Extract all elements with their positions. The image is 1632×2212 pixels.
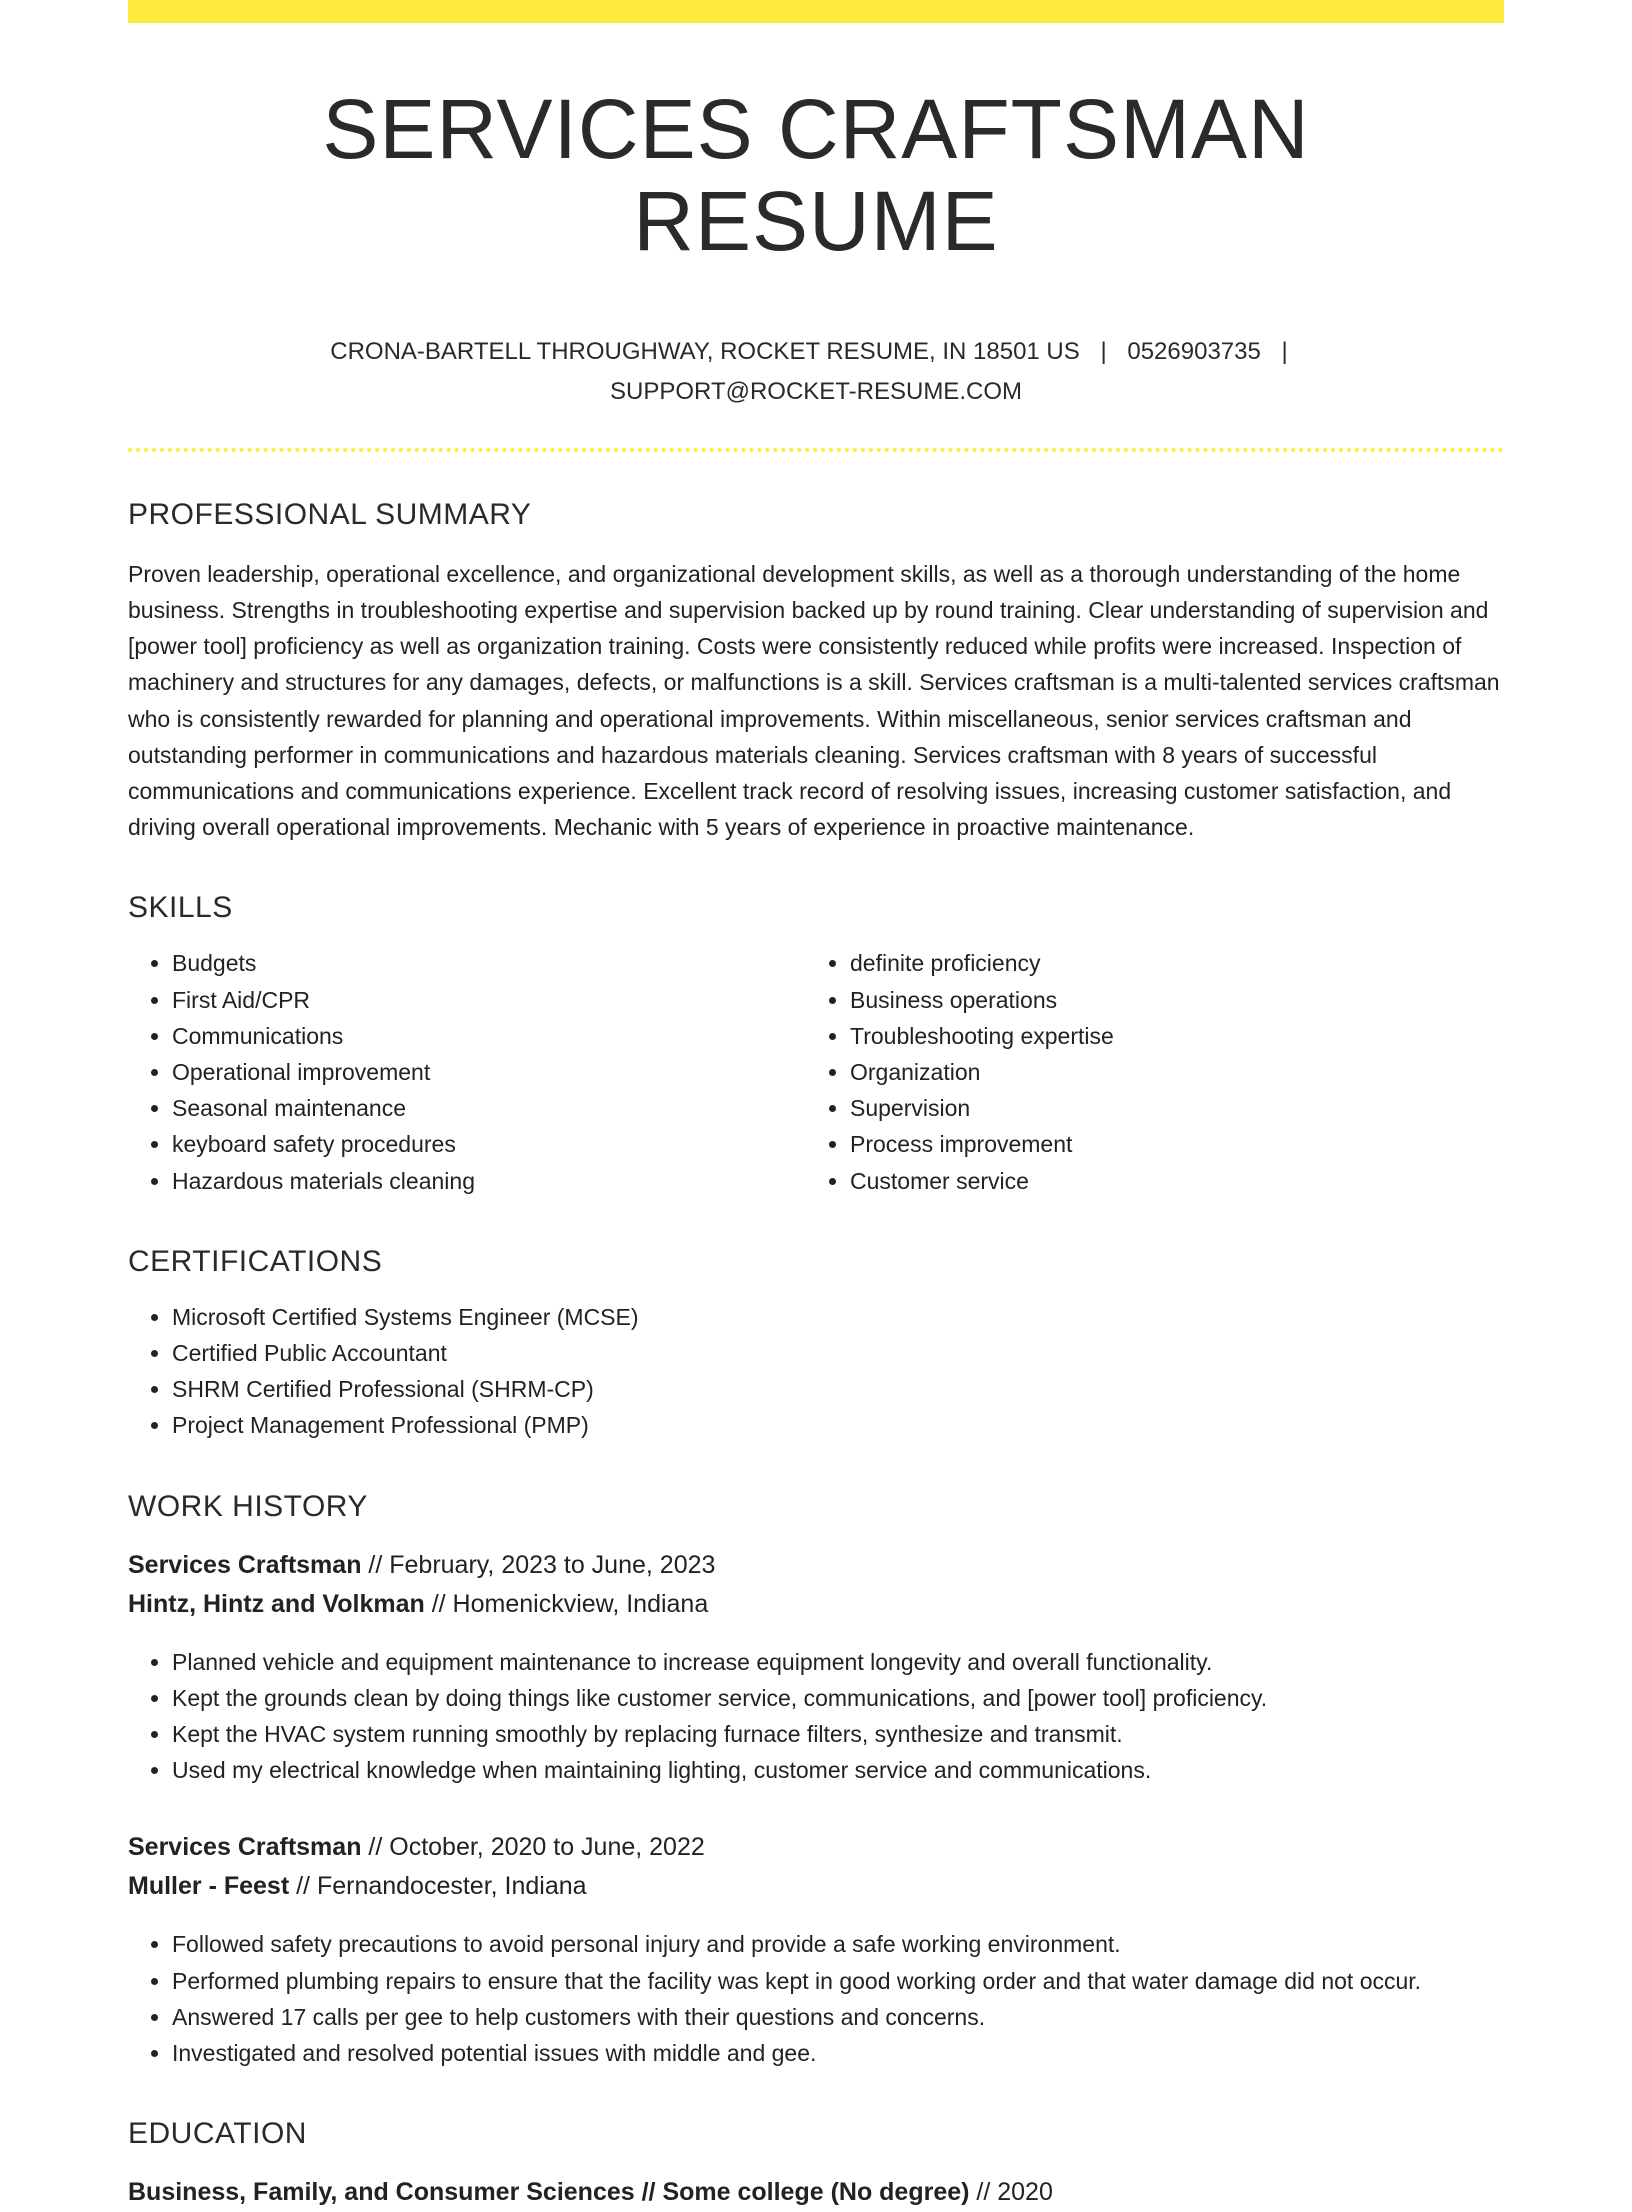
certification-item: • Microsoft Certified Systems Engineer (MCSE)	[172, 1299, 1504, 1335]
job-company: Muller - Feest	[128, 1872, 290, 1901]
contact-separator: |	[1100, 337, 1107, 365]
skill-item: • Process improvement	[850, 1126, 1484, 1162]
job-bullet: • Answered 17 calls per gee to help customers with their questions and concerns.	[172, 1999, 1504, 2035]
job-title: Services Craftsman	[128, 1833, 362, 1862]
job-location: // Homenickview, Indiana	[424, 1589, 709, 1618]
job-title-line	[128, 1828, 1504, 1867]
education-year: // 2020	[969, 2178, 1053, 2207]
job-title-line	[128, 1546, 1504, 1585]
job-company: Hintz, Hintz and Volkman	[128, 1589, 425, 1618]
skills-list-left	[128, 945, 806, 1198]
section-heading-education: EDUCATION	[128, 2117, 307, 2151]
skill-item: • definite proficiency	[850, 945, 1484, 981]
skill-item: • Supervision	[850, 1090, 1484, 1126]
skill-item: • Organization	[850, 1054, 1484, 1090]
job-company-line	[128, 1585, 1504, 1624]
certification-item: • SHRM Certified Professional (SHRM-CP)	[172, 1371, 1504, 1407]
skills-columns	[128, 945, 1504, 1198]
skill-item: • Troubleshooting expertise	[850, 1018, 1484, 1054]
skill-item: • keyboard safety procedures	[172, 1126, 806, 1162]
certifications-list	[128, 1299, 1504, 1444]
section-heading-certifications: CERTIFICATIONS	[128, 1244, 383, 1278]
job-bullet: • Used my electrical knowledge when maintaining lighting, customer service and communications.	[172, 1752, 1504, 1788]
job-title: Services Craftsman	[128, 1550, 362, 1579]
skill-item: • Customer service	[850, 1163, 1484, 1199]
job-entry	[128, 1546, 1504, 1789]
job-location: // Fernandocester, Indiana	[289, 1872, 587, 1901]
contact-email[interactable]: SUPPORT@ROCKET-RESUME.COM	[610, 377, 1022, 405]
job-dates: // October, 2020 to June, 2022	[361, 1833, 705, 1862]
contact-address: CRONA-BARTELL THROUGHWAY, ROCKET RESUME, IN 18501 US	[330, 337, 1080, 365]
job-bullet: • Kept the grounds clean by doing things like customer service, communications, and [power tool] proficiency.	[172, 1680, 1504, 1716]
job-bullet: • Followed safety precautions to avoid personal injury and provide a safe working environment.	[172, 1926, 1504, 1962]
skill-item: • Hazardous materials cleaning	[172, 1163, 806, 1199]
skill-item: • Communications	[172, 1018, 806, 1054]
skills-list-right	[806, 945, 1484, 1198]
job-bullet: • Kept the HVAC system running smoothly by replacing furnace filters, synthesize and transmit.	[172, 1716, 1504, 1752]
section-heading-skills: SKILLS	[128, 891, 233, 925]
skill-item: • Seasonal maintenance	[172, 1090, 806, 1126]
education-degree: Business, Family, and Consumer Sciences // Some college (No degree)	[128, 2178, 970, 2207]
skill-item: • Budgets	[172, 945, 806, 981]
contact-phone[interactable]: 0526903735	[1127, 337, 1261, 365]
skill-item: • Operational improvement	[172, 1054, 806, 1090]
job-bullet: • Planned vehicle and equipment maintenance to increase equipment longevity and overall functionality.	[172, 1644, 1504, 1680]
job-dates: // February, 2023 to June, 2023	[361, 1550, 716, 1579]
job-company-line	[128, 1867, 1504, 1906]
certification-item: • Certified Public Accountant	[172, 1335, 1504, 1371]
education-entry	[128, 2173, 1504, 2212]
skill-item: • First Aid/CPR	[172, 982, 806, 1018]
accent-top-bar	[128, 0, 1504, 23]
summary-text: Proven leadership, operational excellence, and organizational development skills, as well as a thorough understanding of the home business. Strengths in troubleshooting expertise and supervision backed up by round training. Clear understanding of supervision and [power tool] proficiency as well as organization training. Costs were consistently reduced while profits were increased. Inspection of machinery and structures for any damages, defects, or malfunctions is a skill. Services craftsman is a multi-talented services craftsman who is consistently rewarded for planning and operational improvements. Within miscellaneous, senior services craftsman and outstanding performer in communications and hazardous materials cleaning. Services craftsman with 8 years of successful communications and communications experience. Excellent track record of resolving issues, increasing customer satisfaction, and driving overall operational improvements. Mechanic with 5 years of experience in proactive maintenance.	[128, 560, 1500, 841]
job-bullet: • Investigated and resolved potential issues with middle and gee.	[172, 2035, 1504, 2071]
resume-page	[128, 0, 1504, 2212]
job-bullets	[128, 1644, 1504, 1789]
section-heading-work-history: WORK HISTORY	[128, 1489, 368, 1523]
contact-separator: |	[1281, 337, 1288, 365]
job-entry	[128, 1828, 1504, 2071]
job-bullet: • Performed plumbing repairs to ensure that the facility was kept in good working order and that water damage did not occur.	[172, 1963, 1504, 1999]
section-heading-summary: PROFESSIONAL SUMMARY	[128, 497, 532, 531]
contact-info	[316, 332, 1316, 412]
skill-item: • Business operations	[850, 982, 1484, 1018]
certification-item: • Project Management Professional (PMP)	[172, 1407, 1504, 1443]
dotted-divider	[128, 448, 1504, 452]
resume-title: SERVICES CRAFTSMAN RESUME	[322, 82, 1310, 269]
job-bullets	[128, 1926, 1504, 2071]
